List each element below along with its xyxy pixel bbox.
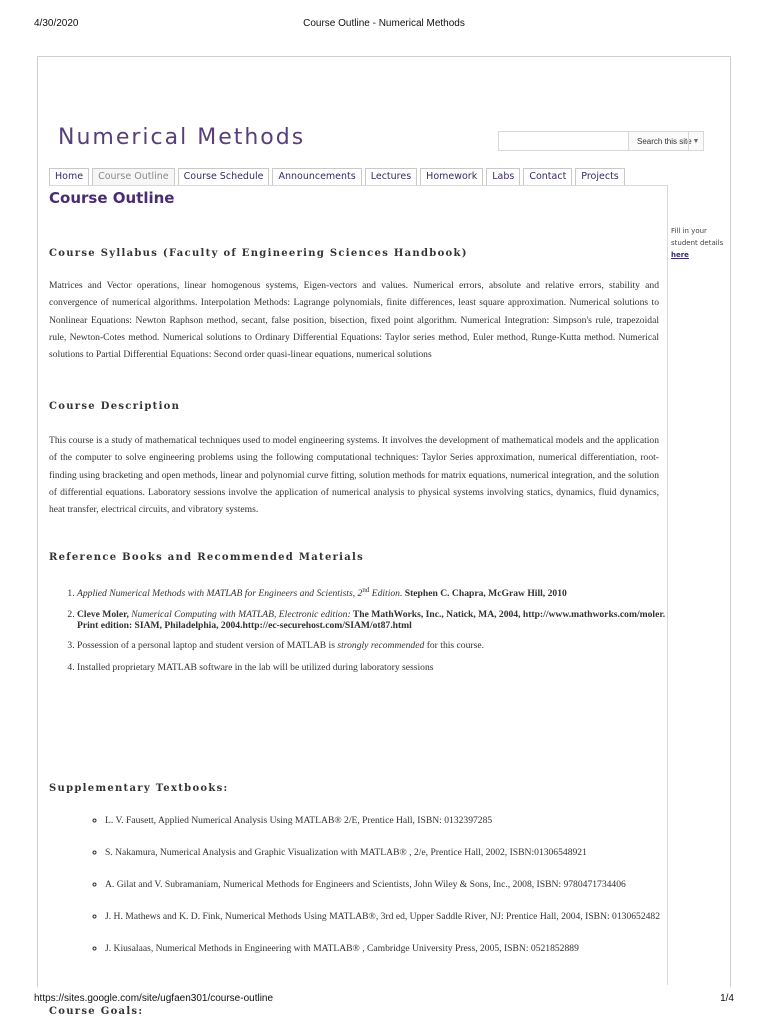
tab-announcements[interactable]: Announcements <box>272 168 361 186</box>
list-item <box>77 583 687 601</box>
search-input[interactable] <box>498 131 629 151</box>
ref1-title: Applied Numerical Methods with MATLAB for Engineers and Scientists, 2 <box>77 588 363 600</box>
ref3-post: for this course. <box>424 640 484 652</box>
print-date: 4/30/2020 <box>34 18 79 29</box>
list-item: ◦ A. Gilat and V. Subramaniam, Numerical Methods for Engineers and Scientists, John Wiley & Sons, Inc., 2008, ISBN: 9780471734406 <box>105 876 715 893</box>
supplementary-list <box>49 812 715 972</box>
reference-list <box>49 583 687 683</box>
site-title[interactable]: Numerical Methods <box>58 125 306 150</box>
ref1-edition: Edition. <box>369 588 403 600</box>
tab-contact[interactable]: Contact <box>523 168 572 186</box>
syllabus-heading: Course Syllabus (Faculty of Engineering Sciences Handbook) <box>49 248 468 259</box>
print-url: https://sites.google.com/site/ugfaen301/course-outline <box>34 993 274 1004</box>
tab-home[interactable]: Home <box>49 168 89 186</box>
search-button[interactable] <box>628 131 704 151</box>
nav-tabs <box>49 168 628 186</box>
ref2-author: Cleve Moler, <box>77 609 129 621</box>
search-button-label: Search this site <box>637 136 692 146</box>
ref1-author: Stephen C. Chapra, McGraw Hill, 2010 <box>402 588 567 600</box>
ref3-pre: Possession of a personal laptop and student version of MATLAB is <box>77 640 338 652</box>
reference-heading: Reference Books and Recommended Materials <box>49 552 365 563</box>
print-page-number: 1/4 <box>720 993 734 1004</box>
list-item: ◦ J. H. Mathews and K. D. Fink, Numerical Methods Using MATLAB®, 3rd ed, Upper Saddle River, NJ: Prentice Hall, 2004, ISBN: 0130652482 <box>105 908 715 925</box>
tab-homework[interactable]: Homework <box>420 168 483 186</box>
ref3-emphasis: strongly recommended <box>337 640 425 652</box>
tab-projects[interactable]: Projects <box>575 168 624 186</box>
supplementary-heading: Supplementary Textbooks: <box>49 783 229 794</box>
description-text: This course is a study of mathematical techniques used to model engineering systems. It involves the development of mathematical models and the application of the computer to solve engineering problems using the following computational techniques: Taylor Series approximation, numerical differentiation, root-finding using bracketing and open methods, linear and polynomial curve fitting, solution methods for matrix equations, numerical integration, and the solution of differential equations. Laboratory sessions involve the application of numerical analysis to physical systems involving statics, dynamics, fluid dynamics, heat transfer, electrical circuits, and vibratory systems. <box>49 435 659 516</box>
list-item: ◦ L. V. Fausett, Applied Numerical Analysis Using MATLAB® 2/E, Prentice Hall, ISBN: 0132397285 <box>105 812 715 829</box>
sidebar-link-here[interactable]: here <box>671 251 689 259</box>
tab-labs[interactable]: Labs <box>486 168 520 186</box>
tab-course-outline[interactable]: Course Outline <box>92 168 175 186</box>
list-item: ◦ S. Nakamura, Numerical Analysis and Graphic Visualization with MATLAB® , 2/e, Prentice Hall, 2002, ISBN:01306548921 <box>105 844 715 861</box>
ref1-sup: nd <box>362 586 370 594</box>
page-title: Course Outline <box>49 189 175 207</box>
ref2-title: Numerical Computing with MATLAB, Electronic edition: <box>128 609 351 621</box>
sidebar <box>671 225 726 261</box>
print-header <box>0 18 768 32</box>
list-item <box>77 639 687 653</box>
tabs-divider <box>49 185 667 186</box>
chevron-down-icon[interactable]: ▼ <box>688 132 703 150</box>
tab-course-schedule[interactable]: Course Schedule <box>178 168 270 186</box>
ref4-text: Installed proprietary MATLAB software in the lab will be utilized during laboratory sessions <box>77 662 434 674</box>
syllabus-text: Matrices and Vector operations, linear homogenous systems, Eigen-vectors and values. Numerical errors, absolute and relative errors, stability and convergence of numerical algorithms. Interpolation Methods: Lagrange polynomials, finite differences, least square approximation. Numerical solutions to Nonlinear Equations: Newton Raphson method, secant, false position, bisection, fixed point algorithm. Numerical Integration: Simpson's rule, trapezoidal rule, Newton-Cotes method. Numerical solutions to Ordinary Differential Equations: Taylor series method, Euler method, Runge-Kutta method. Numerical solutions to Partial Differential Equations: Second order quasi-linear equations, numerical solutions <box>49 280 659 361</box>
ref2-publisher: The MathWorks, Inc., Natick, MA, 2004, http://www.mathworks.com/moler. Print edition: SIAM, Philadelphia, 2004.http://ec-securehost.com/SIAM/ot87.html <box>77 609 666 632</box>
list-item: ◦ J. Kiusalaas, Numerical Methods in Engineering with MATLAB® , Cambridge University Press, 2005, ISBN: 0521852889 <box>105 940 715 957</box>
print-doc-title: Course Outline - Numerical Methods <box>303 18 465 29</box>
print-footer <box>0 993 768 1007</box>
list-item <box>77 609 687 631</box>
goals-heading: Course Goals: <box>49 1006 144 1017</box>
tab-lectures[interactable]: Lectures <box>365 168 417 186</box>
list-item <box>77 661 687 675</box>
description-heading: Course Description <box>49 401 181 412</box>
sidebar-text: Fill in your student details <box>671 227 724 247</box>
